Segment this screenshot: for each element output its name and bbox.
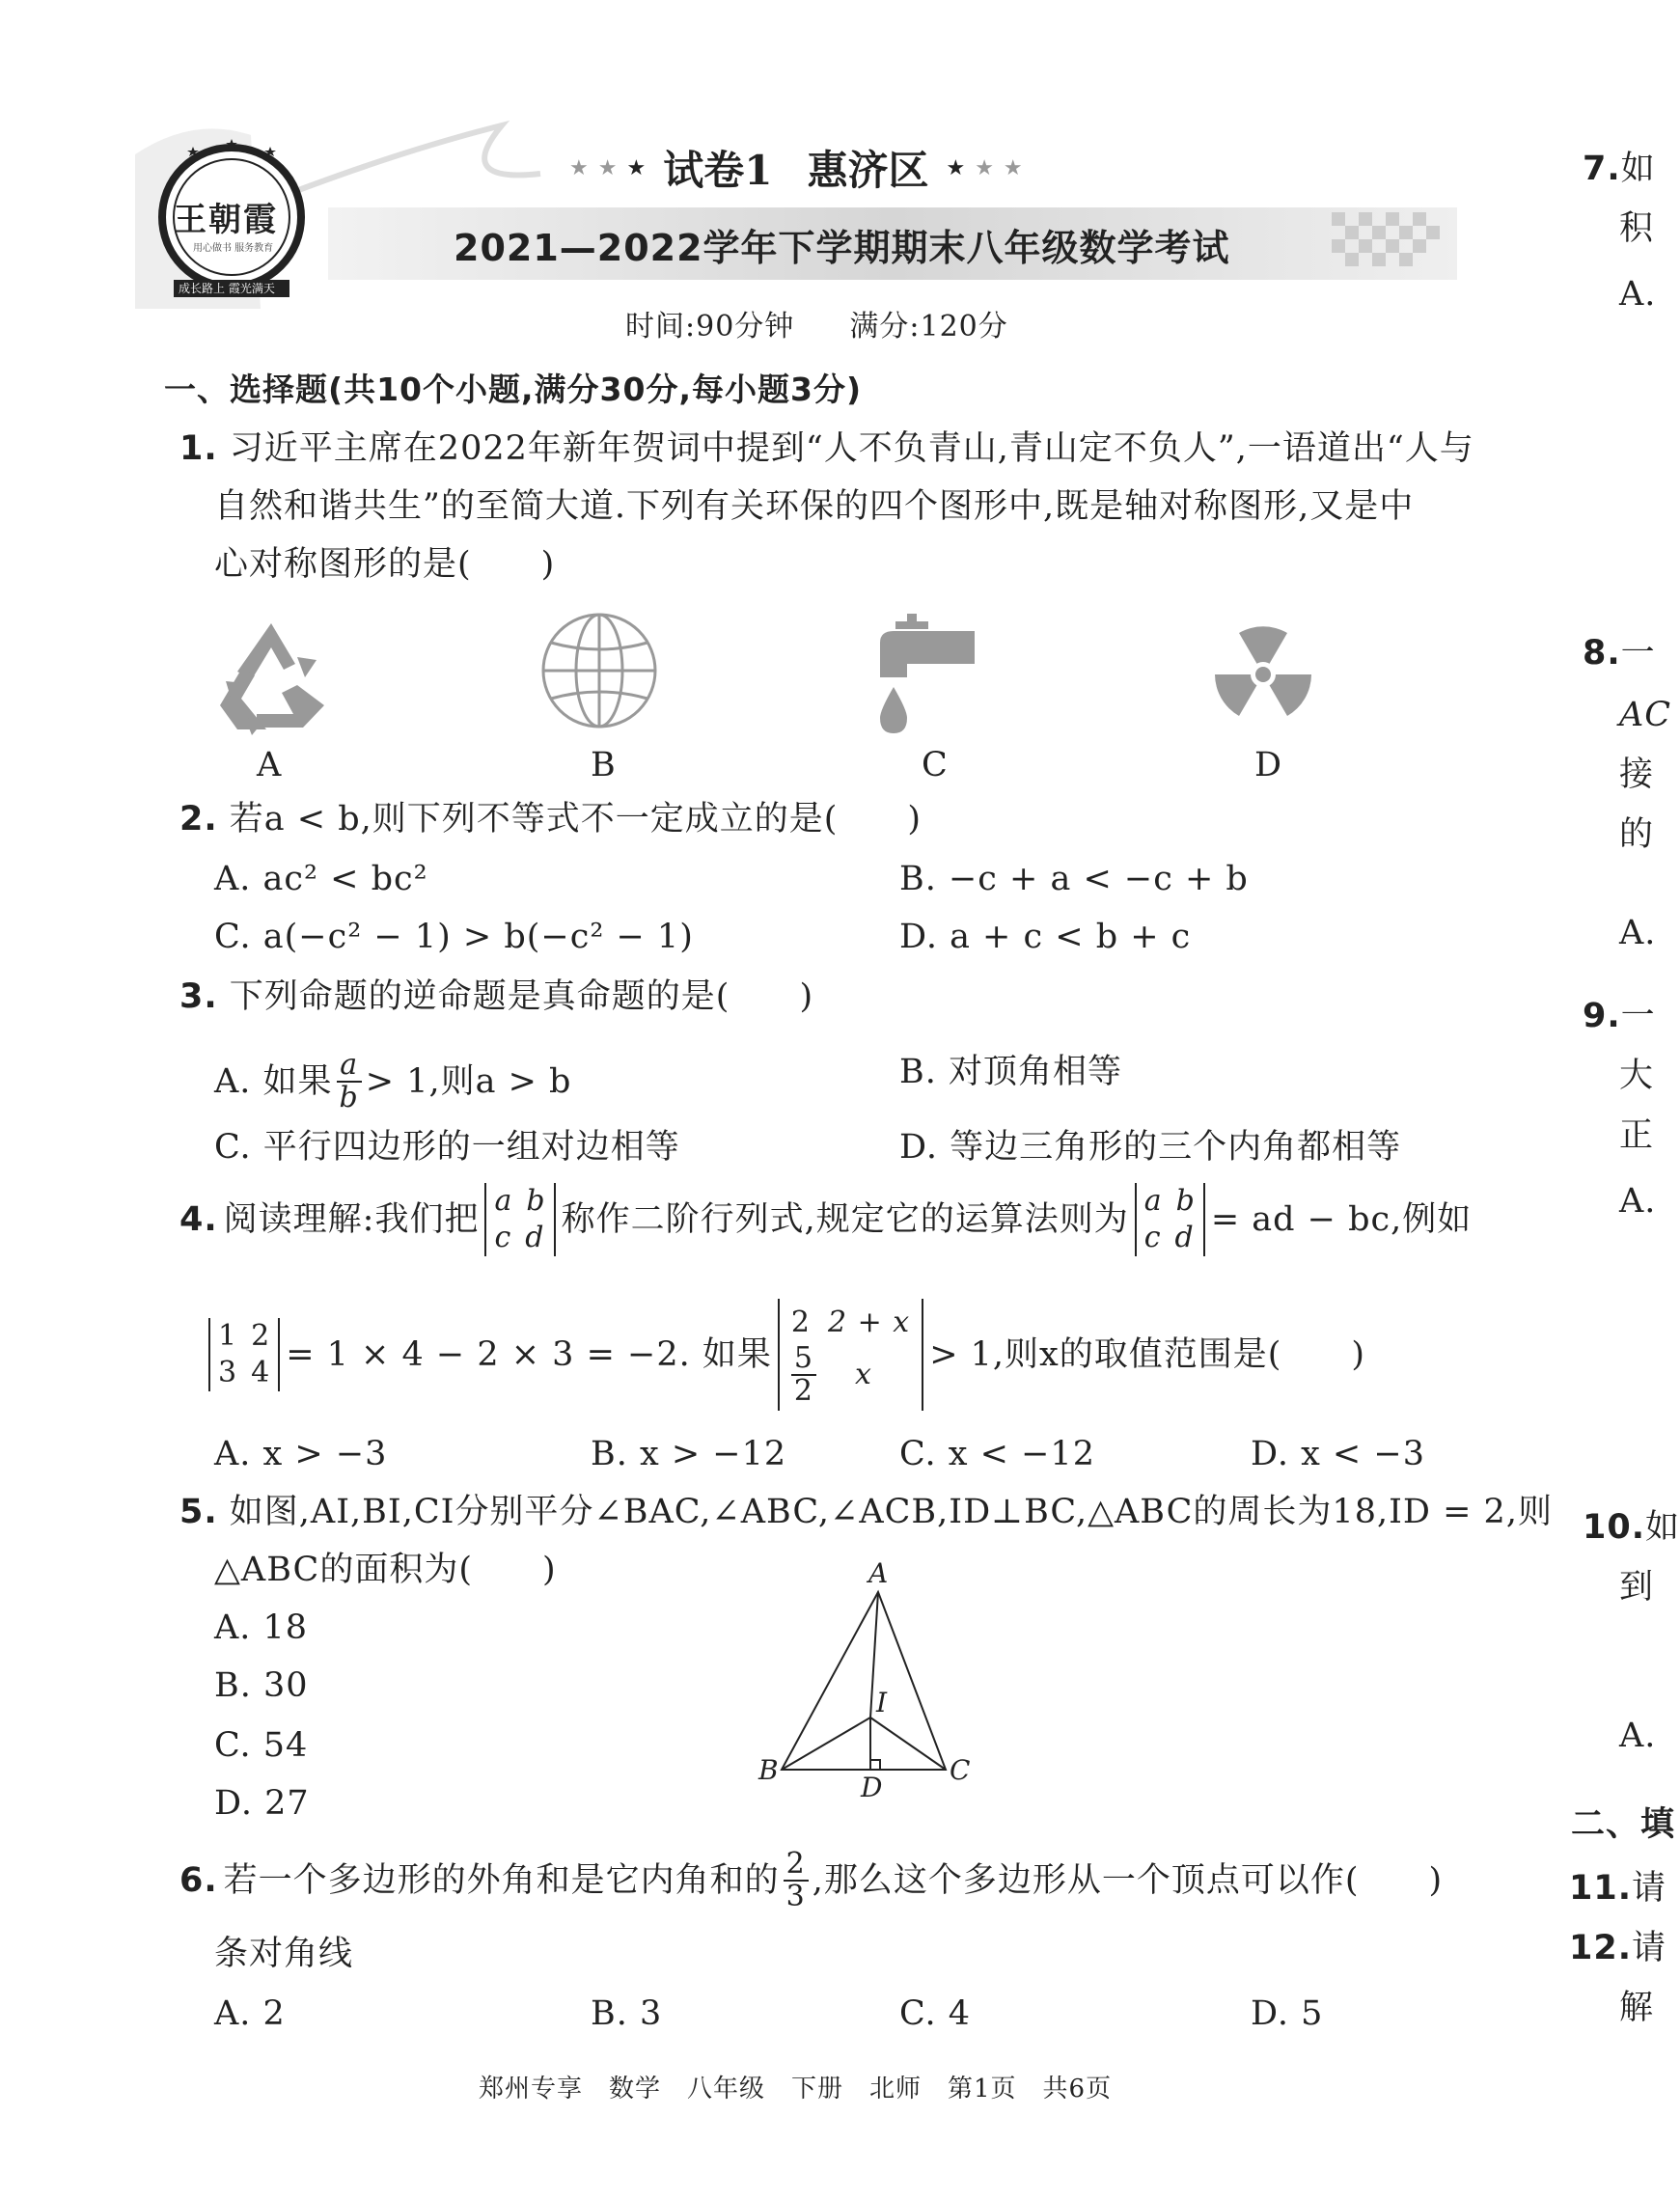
question-3 — [179, 975, 813, 1019]
det-cell: d — [1174, 1221, 1195, 1254]
fraction — [784, 1849, 809, 1912]
option-c: C. 平行四边形的一组对边相等 — [214, 1128, 680, 1167]
det-cell: a — [494, 1184, 513, 1218]
det-cell: c — [1143, 1221, 1162, 1254]
question-number: 12. — [1569, 1929, 1633, 1967]
option-b: B. x > −12 — [591, 1435, 787, 1473]
option-label-b: B — [591, 746, 617, 784]
paper-number: 试卷1 — [663, 147, 773, 194]
numerator: 5 — [791, 1343, 816, 1376]
star-icon: ★ — [946, 155, 966, 180]
option-a — [214, 1050, 571, 1113]
star-icon: ★ — [626, 155, 647, 180]
option-c: C. 54 — [214, 1726, 309, 1765]
option-a: A. — [1619, 1717, 1657, 1755]
option-b: B. 对顶角相等 — [899, 1053, 1122, 1091]
question-text: 若a < b,则下列不等式不一定成立的是( ) — [229, 800, 923, 838]
question-text: 请 — [1632, 1869, 1667, 1908]
determinant — [778, 1299, 923, 1411]
question-text: AC — [1619, 696, 1672, 734]
option-c: C. a(−c² − 1) > b(−c² − 1) — [214, 918, 694, 956]
question-number: 2. — [179, 800, 218, 838]
question-text: 阅读理解:我们把 — [223, 1200, 480, 1239]
question-number: 5. — [179, 1493, 218, 1531]
question-text: 一 — [1620, 997, 1656, 1035]
option-a: A. — [1619, 275, 1657, 314]
option-b: B. −c + a < −c + b — [899, 860, 1249, 898]
det-cell: 1 — [218, 1319, 238, 1353]
question-text: 下列命题的逆命题是真命题的是( ) — [229, 977, 814, 1016]
question-text: 一 — [1620, 634, 1656, 673]
determinant — [484, 1183, 555, 1256]
question-number: 10. — [1583, 1508, 1646, 1547]
star-icon: ★ — [1003, 155, 1023, 180]
title-row — [569, 143, 1023, 193]
triangle-figure — [743, 1557, 994, 1804]
question-6-line2: 条对角线 — [214, 1935, 354, 1973]
option-b: B. 30 — [214, 1666, 309, 1705]
question-9 — [1583, 994, 1656, 1038]
question-number: 4. — [179, 1200, 218, 1239]
option-c: C. 4 — [899, 1994, 972, 2033]
question-text: 如 — [1645, 1508, 1680, 1547]
faucet-icon — [868, 614, 994, 739]
det-cell: 2 — [251, 1319, 271, 1353]
right-column — [1569, 0, 1680, 2199]
option-a: A. x > −3 — [214, 1435, 388, 1473]
question-1-line2: 自然和谐共生”的至简大道.下列有关环保的四个图形中,既是轴对称图形,又是中 — [214, 487, 1415, 526]
det-cell: 4 — [251, 1356, 271, 1389]
fraction — [337, 1050, 362, 1113]
radiation-icon — [1200, 612, 1326, 737]
option-d: D. 等边三角形的三个内角都相等 — [899, 1128, 1402, 1167]
determinant — [1135, 1183, 1205, 1256]
question-text: = 1 × 4 − 2 × 3 = −2. 如果 — [286, 1335, 772, 1374]
question-6 — [179, 1849, 1443, 1912]
recycle-icon — [208, 614, 334, 739]
option-figure-b — [537, 608, 662, 737]
question-text: 接 — [1619, 756, 1655, 794]
score-info: 满分:120分 — [849, 310, 1008, 344]
option-label-a: A — [257, 746, 283, 784]
option-label-d: D — [1254, 746, 1283, 784]
question-number: 1. — [179, 429, 218, 468]
option-b: B. 3 — [591, 1994, 663, 2033]
determinant — [208, 1318, 280, 1391]
question-5-line2: △ABC的面积为( ) — [214, 1551, 557, 1589]
vertex-label-a: A — [868, 1557, 889, 1589]
denominator: 2 — [793, 1374, 813, 1408]
question-number: 7. — [1583, 150, 1621, 188]
question-5 — [179, 1490, 1553, 1534]
det-cell: 2 — [790, 1306, 811, 1339]
option-d: D. x < −3 — [1251, 1435, 1425, 1473]
question-2 — [179, 797, 922, 841]
option-d: D. 5 — [1251, 1994, 1324, 2033]
question-number: 11. — [1569, 1869, 1633, 1908]
option-figure-d — [1200, 612, 1326, 741]
question-text: 解 — [1619, 1989, 1655, 2027]
question-number: 3. — [179, 977, 218, 1016]
det-cell: d — [525, 1221, 545, 1254]
question-1 — [179, 426, 1474, 471]
time-info: 时间:90分钟 — [625, 310, 795, 344]
option-text: > 1,则a > b — [365, 1062, 572, 1101]
numerator: 2 — [784, 1849, 809, 1882]
option-label-c: C — [922, 746, 949, 784]
option-a: A. 18 — [214, 1608, 309, 1647]
vertex-label-c: C — [950, 1754, 971, 1786]
question-text: 正 — [1619, 1116, 1655, 1155]
option-a: A. 2 — [214, 1994, 286, 2033]
question-number: 8. — [1583, 634, 1621, 673]
globe-icon — [537, 608, 662, 733]
det-cell: b — [1175, 1184, 1196, 1218]
star-icon: ★ — [975, 155, 994, 180]
option-a: A. — [1619, 914, 1657, 952]
question-number: 9. — [1583, 997, 1621, 1035]
logo-slogan: 用心做书 服务教育 — [193, 243, 274, 254]
option-a: A. — [1619, 1182, 1657, 1221]
logo-motto: 成长路上 霞光满天 — [179, 282, 275, 295]
question-12 — [1569, 1926, 1666, 1970]
question-text: 若一个多边形的外角和是它内角和的 — [223, 1861, 780, 1900]
det-cell: x — [854, 1358, 872, 1391]
question-7 — [1583, 147, 1656, 191]
question-10 — [1583, 1505, 1680, 1550]
fraction — [791, 1343, 816, 1407]
question-text: > 1,则x的取值范围是( ) — [929, 1335, 1366, 1374]
numerator: a — [337, 1050, 362, 1083]
det-cell: c — [494, 1221, 512, 1254]
question-text: 如 — [1620, 150, 1656, 188]
question-text: 习近平主席在2022年新年贺词中提到“人不负青山,青山定不负人”,一语道出“人与 — [229, 429, 1474, 468]
option-c: C. x < −12 — [899, 1435, 1095, 1473]
vertex-label-d: D — [861, 1772, 883, 1803]
denominator: b — [339, 1081, 359, 1114]
star-icon: ★ — [569, 155, 589, 180]
question-11 — [1569, 1866, 1666, 1910]
page-footer: 郑州专享 数学 八年级 下册 北师 第1页 共6页 — [479, 2075, 1113, 2103]
question-text: 称作二阶行列式,规定它的运算法则为 — [561, 1200, 1129, 1239]
question-text: ,那么这个多边形从一个顶点可以作( ) — [812, 1861, 1444, 1900]
option-text: A. 如果 — [214, 1062, 333, 1101]
det-cell: a — [1143, 1184, 1163, 1218]
section-title: 二、填 — [1571, 1805, 1676, 1844]
section-title: 一、选择题(共10个小题,满分30分,每小题3分) — [164, 371, 863, 408]
question-4 — [179, 1183, 1472, 1256]
det-cell: 3 — [218, 1356, 238, 1389]
question-text: 大 — [1619, 1057, 1655, 1095]
question-text: = ad − bc,例如 — [1210, 1200, 1473, 1239]
option-d: D. a + c < b + c — [899, 918, 1192, 956]
question-8 — [1583, 631, 1656, 675]
exam-title: 2021—2022学年下学期期末八年级数学考试 — [454, 227, 1230, 269]
question-text: 到 — [1619, 1568, 1655, 1607]
question-number: 6. — [179, 1861, 218, 1900]
district-name: 惠济区 — [807, 147, 929, 194]
option-d: D. 27 — [214, 1784, 310, 1823]
det-cell: b — [526, 1184, 546, 1218]
logo-text: 王朝霞 — [174, 201, 278, 239]
exam-info — [625, 305, 1008, 349]
question-text: 积 — [1619, 209, 1655, 248]
question-text: 请 — [1632, 1929, 1667, 1967]
det-cell: 2 + x — [827, 1306, 911, 1339]
vertex-label-b: B — [758, 1754, 779, 1786]
option-figure-a — [208, 614, 334, 743]
question-text: 的 — [1619, 815, 1655, 854]
option-figure-c — [868, 614, 994, 743]
question-1-line3: 心对称图形的是( ) — [214, 545, 556, 584]
question-4-line2 — [203, 1299, 1365, 1411]
vertex-label-i: I — [876, 1687, 888, 1718]
denominator: 3 — [785, 1880, 806, 1913]
question-text: 如图,AI,BI,CI分别平分∠BAC,∠ABC,∠ACB,ID⊥BC,△ABC的周长为18,ID = 2,则 — [229, 1493, 1553, 1531]
star-icon: ★ — [597, 155, 618, 180]
option-a: A. ac² < bc² — [214, 860, 428, 898]
